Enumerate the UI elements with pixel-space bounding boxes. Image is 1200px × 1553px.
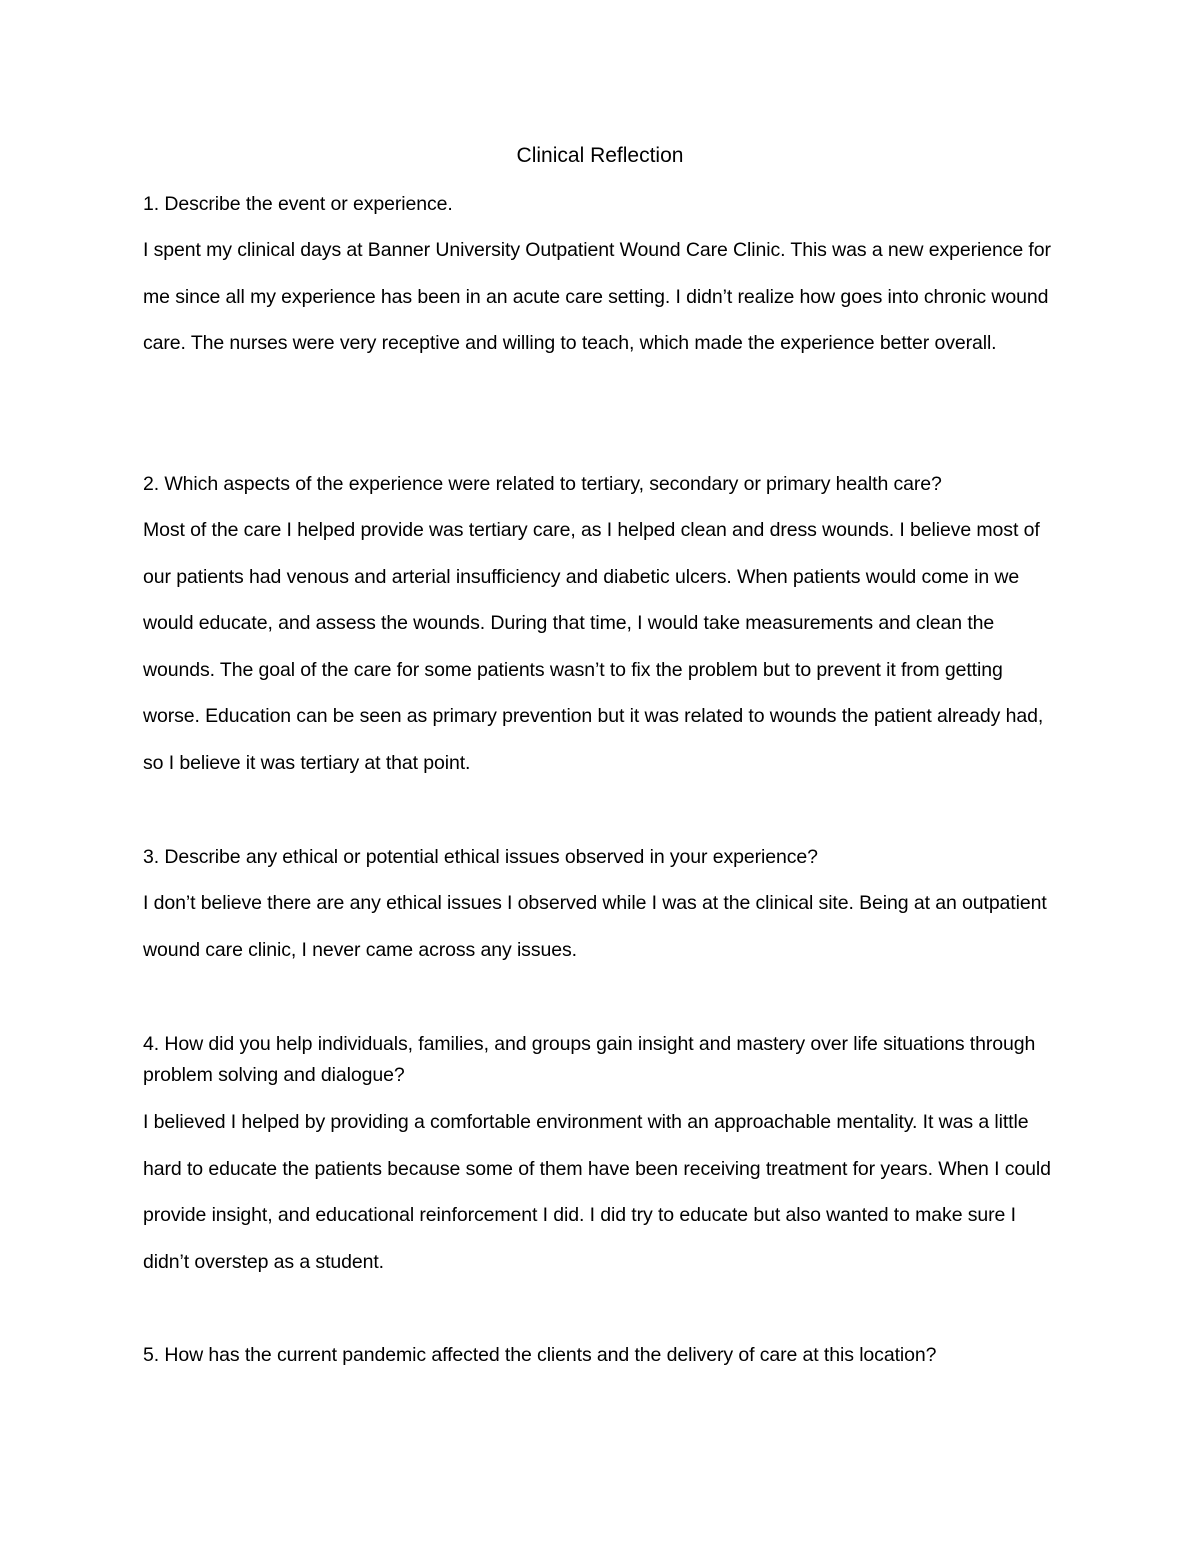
question-4: 4. How did you help individuals, families, and groups gain insight and mastery over life situations through problem solving and dialogue? [143,1033,1036,1086]
section-3 [143,843,1063,973]
answer-1: I spent my clinical days at Banner University Outpatient Wound Care Clinic. This was a new experience for me since all my experience has been in an acute care setting. I didn’t realize how goes into chronic wound care. The nurses were very receptive and willing to teach, which made the experience better overall. [143,239,1051,354]
answer-3: I don’t believe there are any ethical issues I observed while I was at the clinical site. Being at an outpatient wound care clinic, I never came across any issues. [143,892,1047,961]
answer-4: I believed I helped by providing a comfortable environment with an approachable mentality. It was a little hard to educate the patients because some of them have been receiving treatment for years. When I could provide insight, and educational reinforcement I did. I did try to educate but also wanted to make sure I didn’t overstep as a student. [143,1111,1051,1273]
section-5 [143,1341,1063,1369]
answer-2: Most of the care I helped provide was tertiary care, as I helped clean and dress wounds. I believe most of our patients had venous and arterial insufficiency and diabetic ulcers. When patients would come in we would educate, and assess the wounds. During that time, I would take measurements and clean the wounds. The goal of the care for some patients wasn’t to fix the problem but to prevent it from getting worse. Education can be seen as primary prevention but it was related to wounds the patient already had, so I believe it was tertiary at that point. [143,519,1044,774]
section-4 [143,1029,1063,1285]
section-1 [143,190,1063,367]
question-5: 5. How has the current pandemic affected the clients and the delivery of care at this location? [143,1344,937,1366]
question-2: 2. Which aspects of the experience were related to tertiary, secondary or primary health care? [143,473,942,495]
document-title: Clinical Reflection [516,144,684,167]
question-3: 3. Describe any ethical or potential ethical issues observed in your experience? [143,846,818,868]
section-2 [143,470,1063,786]
question-1: 1. Describe the event or experience. [143,193,453,215]
